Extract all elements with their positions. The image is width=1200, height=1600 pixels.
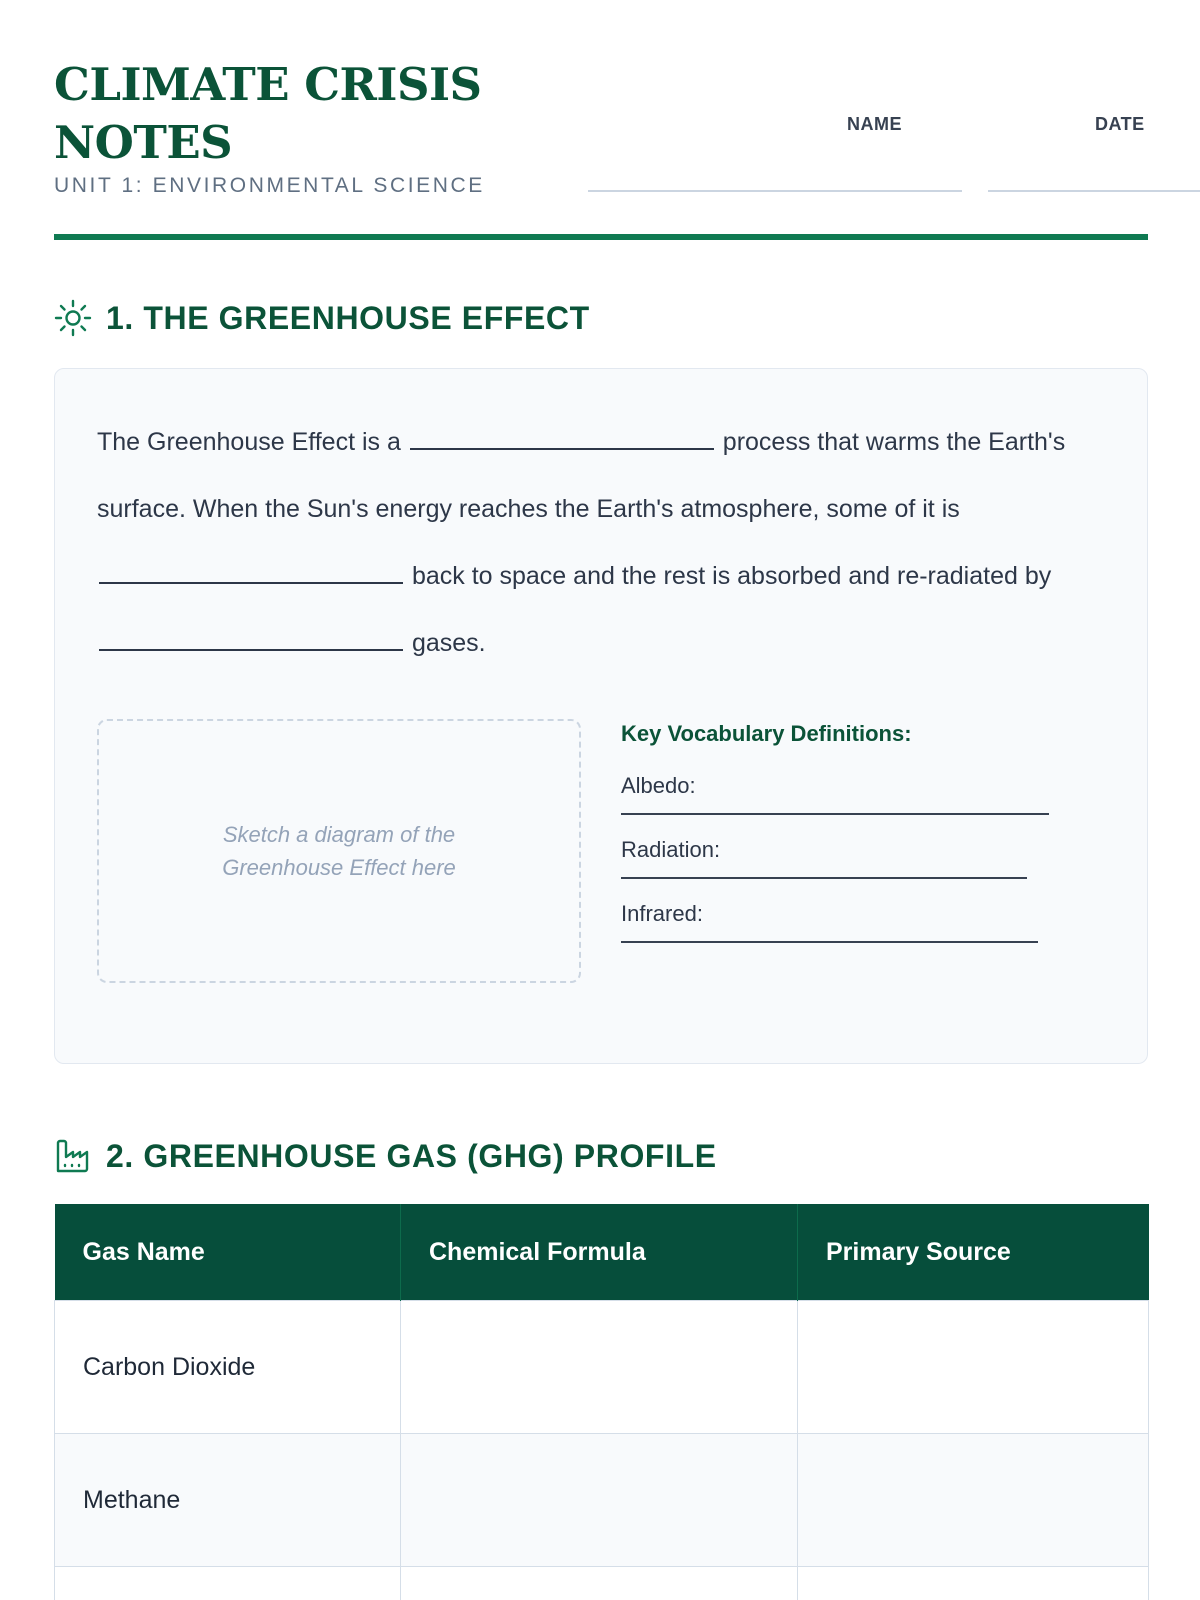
- paragraph-part-4: gases.: [411, 629, 486, 657]
- date-field-line[interactable]: [988, 190, 1200, 192]
- fill-in-paragraph: [97, 409, 1097, 677]
- vocabulary-panel: [621, 719, 1101, 963]
- header-divider: [54, 234, 1148, 240]
- sketch-area[interactable]: [97, 719, 581, 983]
- table-header-row: [55, 1204, 1149, 1301]
- source-cell[interactable]: [798, 1567, 1149, 1600]
- page-title: CLIMATE CRISIS NOTES: [54, 58, 482, 169]
- sun-icon: [54, 299, 92, 337]
- name-field-line[interactable]: [588, 190, 962, 192]
- gas-name-cell: Methane: [55, 1434, 401, 1567]
- vocabulary-heading: Key Vocabulary Definitions:: [621, 721, 912, 746]
- name-label: NAME: [847, 114, 902, 134]
- formula-cell[interactable]: [401, 1567, 798, 1600]
- section-2-title: 2. GREENHOUSE GAS (GHG) PROFILE: [106, 1137, 717, 1174]
- source-cell[interactable]: [798, 1434, 1149, 1567]
- table-row: [55, 1567, 1149, 1600]
- formula-cell[interactable]: [401, 1301, 798, 1434]
- worksheet-page: [54, 0, 1148, 1600]
- blank-2[interactable]: [99, 560, 403, 584]
- section-2-heading: [54, 1136, 717, 1176]
- paragraph-part-2: process that warms the Earth's surface. When the Sun's energy reaches the Earth's atmosphere, some of it is: [97, 428, 1066, 523]
- vocab-item-radiation: [621, 835, 1101, 879]
- column-header-gas-name: Gas Name: [55, 1204, 401, 1301]
- section-1-title: 1. THE GREENHOUSE EFFECT: [106, 299, 590, 336]
- gas-name-cell: Carbon Dioxide: [55, 1301, 401, 1434]
- table-row: [55, 1434, 1149, 1567]
- vocab-answer-line[interactable]: [621, 813, 1049, 815]
- formula-cell[interactable]: [401, 1434, 798, 1567]
- greenhouse-effect-card: [54, 368, 1148, 1064]
- blank-3[interactable]: [99, 627, 403, 651]
- vocab-term: Infrared:: [621, 901, 703, 926]
- worksheet-header: [54, 56, 1148, 216]
- vocab-answer-line[interactable]: [621, 941, 1038, 943]
- blank-1[interactable]: [410, 426, 714, 450]
- gas-name-cell[interactable]: [55, 1567, 401, 1600]
- paragraph-part-1: The Greenhouse Effect is a: [97, 428, 401, 456]
- date-label: DATE: [1095, 114, 1145, 134]
- vocab-item-albedo: [621, 771, 1101, 815]
- source-cell[interactable]: [798, 1301, 1149, 1434]
- table-row: [55, 1301, 1149, 1434]
- column-header-chemical-formula: Chemical Formula: [401, 1204, 798, 1301]
- column-header-primary-source: Primary Source: [798, 1204, 1149, 1301]
- vocab-term: Radiation:: [621, 837, 721, 862]
- page-subtitle: UNIT 1: ENVIRONMENTAL SCIENCE: [54, 174, 485, 197]
- section-1-heading: [54, 298, 590, 338]
- sketch-prompt: Sketch a diagram of the Greenhouse Effect here: [222, 822, 456, 880]
- factory-icon: [54, 1137, 92, 1175]
- vocab-answer-line[interactable]: [621, 877, 1027, 879]
- vocab-item-infrared: [621, 899, 1101, 943]
- vocab-term: Albedo:: [621, 773, 696, 798]
- paragraph-part-3: back to space and the rest is absorbed and re-radiated by: [411, 562, 1052, 590]
- ghg-profile-table: [54, 1204, 1149, 1600]
